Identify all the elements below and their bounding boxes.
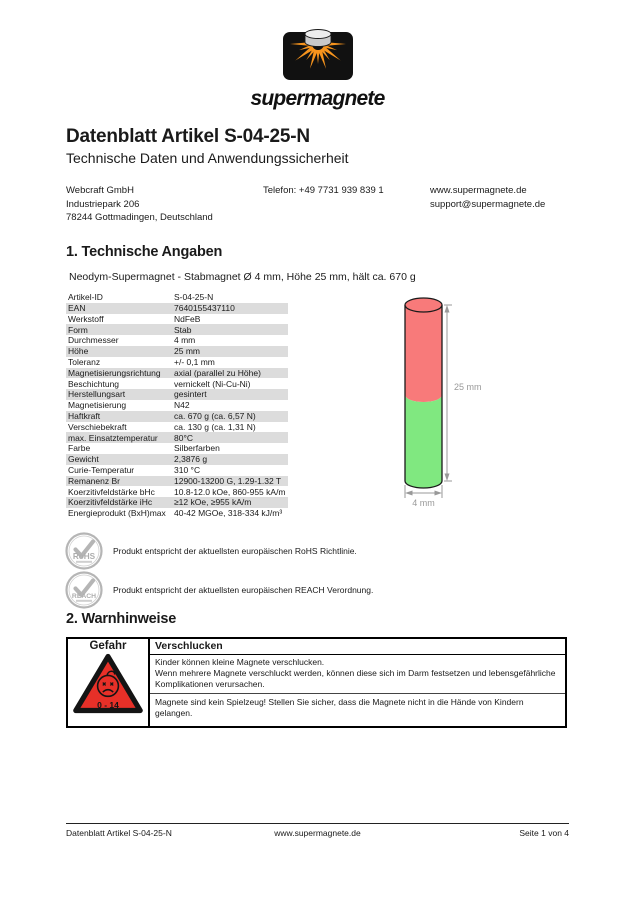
danger-label: Gefahr [89,640,127,652]
spec-value: Silberfarben [174,443,220,454]
logo-wordmark: supermagnete [250,87,385,110]
reach-compliance-text: Produkt entspricht der aktuellsten europäischen REACH Verordnung. [113,585,374,595]
spec-label: Koerzitivfeldstärke bHc [68,486,155,497]
spec-value: 10.8-12.0 kOe, 860-955 kA/m [174,486,286,497]
footer-website-link[interactable]: www.supermagnete.de [274,828,361,838]
spec-label: Beschichtung [68,378,120,389]
company-city: 78244 Gottmadingen, Deutschland [66,212,213,223]
spec-value: ≥12 kOe, ≥955 kA/m [174,497,252,508]
table-row [66,508,288,519]
spec-value: axial (parallel zu Höhe) [174,367,261,378]
spec-label: max. Einsatztemperatur [68,432,158,443]
diameter-dim-label: 4 mm [412,498,435,508]
spec-label: Magnetisierungsrichtung [68,367,161,378]
spec-label: Energieprodukt (BxH)max [68,508,166,519]
footer-rule [66,823,569,824]
product-description: Neodym-Supermagnet - Stabmagnet Ø 4 mm, Höhe 25 mm, hält ca. 670 g [69,271,416,283]
reach-badge-label: REACH [71,593,97,600]
footer-page-number: Seite 1 von 4 [519,828,570,838]
table-row [66,465,288,476]
warning-separator [150,693,565,694]
warning-line: Wenn mehrere Magnete verschluckt werden, können diese sich im Darm festsetzen und lebensgefährliche Komplikationen verursachen. [155,668,556,689]
spec-label: Gewicht [68,454,99,465]
spec-value: vernickelt (Ni-Cu-Ni) [174,378,251,389]
warning-body [150,655,565,721]
spec-label: Koerzitivfeldstärke iHc [68,497,153,508]
table-row [66,368,288,379]
company-phone: Telefon: +49 7731 939 839 1 [263,185,384,196]
spec-value: 310 °C [174,464,201,475]
table-row [66,357,288,368]
spec-label: Artikel-ID [68,292,103,303]
page-footer [66,828,569,838]
table-row [66,422,288,433]
company-name: Webcraft GmbH [66,185,134,196]
tech-table-body [66,292,288,519]
warning-title: Verschlucken [150,639,565,655]
spec-value: +/- 0,1 mm [174,356,215,367]
spec-label: Durchmesser [68,335,119,346]
table-row [66,389,288,400]
spec-label: Farbe [68,443,91,454]
spec-label: Höhe [68,346,89,357]
rohs-badge-label: RoHS [72,552,96,561]
warning-danger-cell [68,639,150,726]
spec-label: Herstellungsart [68,389,126,400]
spec-value: 7640155437110 [174,302,235,313]
email-link[interactable]: support@supermagnete.de [430,198,546,210]
warning-line: Kinder können kleine Magnete verschlucken. [155,657,325,667]
table-row [66,314,288,325]
page-title: Datenblatt Artikel S-04-25-N [66,126,310,147]
spec-label: Verschiebekraft [68,421,127,432]
page-subtitle: Technische Daten und Anwendungssicherheit [66,150,349,166]
reach-badge-icon [64,570,104,610]
rohs-badge-row [64,531,357,571]
warning-content-cell [150,639,565,726]
spec-value: Stab [174,324,192,335]
section2-heading: 2. Warnhinweise [66,611,177,627]
height-dimension [444,305,452,481]
table-row [66,443,288,454]
table-row [66,378,288,389]
magnet-diagram [380,293,510,508]
spec-value: 2,3876 g [174,454,208,465]
magnet-logo-icon [270,22,366,86]
logo [0,22,635,111]
spec-value: 80°C [174,432,193,443]
spec-value: S-04-25-N [174,292,214,303]
section1-heading: 1. Technische Angaben [66,244,223,260]
spec-value: 4 mm [174,335,196,346]
height-dim-label: 25 mm [454,382,482,392]
table-row [66,346,288,357]
spec-label: Werkstoff [68,313,104,324]
rohs-compliance-text: Produkt entspricht der aktuellsten europäischen RoHS Richtlinie. [113,546,357,556]
table-row [66,476,288,487]
swallowing-hazard-icon [72,652,144,716]
reach-badge-row [64,570,373,610]
company-links [430,184,571,225]
spec-value: ca. 130 g (ca. 1,31 N) [174,421,256,432]
spec-value: 12900-13200 G, 1.29-1.32 T [174,475,282,486]
spec-label: Haftkraft [68,410,101,421]
warning-table [66,637,567,728]
company-address [66,184,263,225]
spec-label: Remanenz Br [68,475,120,486]
spec-table [66,292,288,519]
table-row [66,303,288,314]
table-row [66,400,288,411]
table-row [66,324,288,335]
footer-document-name: Datenblatt Artikel S-04-25-N [66,828,172,838]
warning-line: Magnete sind kein Spielzeug! Stellen Sie sicher, dass die Magnete nicht in die Hände von Kindern gelangen. [155,697,524,718]
spec-value: N42 [174,400,190,411]
spec-label: Toleranz [68,356,101,367]
website-link[interactable]: www.supermagnete.de [430,185,527,196]
table-row [66,411,288,422]
spec-value: gesintert [174,389,207,400]
rohs-badge-icon [64,531,104,571]
spec-value: NdFeB [174,313,201,324]
table-row [66,432,288,443]
table-row [66,335,288,346]
spec-label: Form [68,324,88,335]
table-row [66,486,288,497]
table-row [66,292,288,303]
spec-label: Curie-Temperatur [68,464,135,475]
spec-value: 25 mm [174,346,200,357]
spec-label: EAN [68,302,86,313]
company-street: Industriepark 206 [66,198,140,210]
spec-value: 40-42 MGOe, 318-334 kJ/m³ [174,508,283,519]
table-row [66,454,288,465]
table-row [66,497,288,508]
contact-block [66,184,571,225]
spec-value: ca. 670 g (ca. 6,57 N) [174,410,256,421]
age-range-label: 0 - 14 [97,700,119,711]
spec-label: Magnetisierung [68,400,127,411]
